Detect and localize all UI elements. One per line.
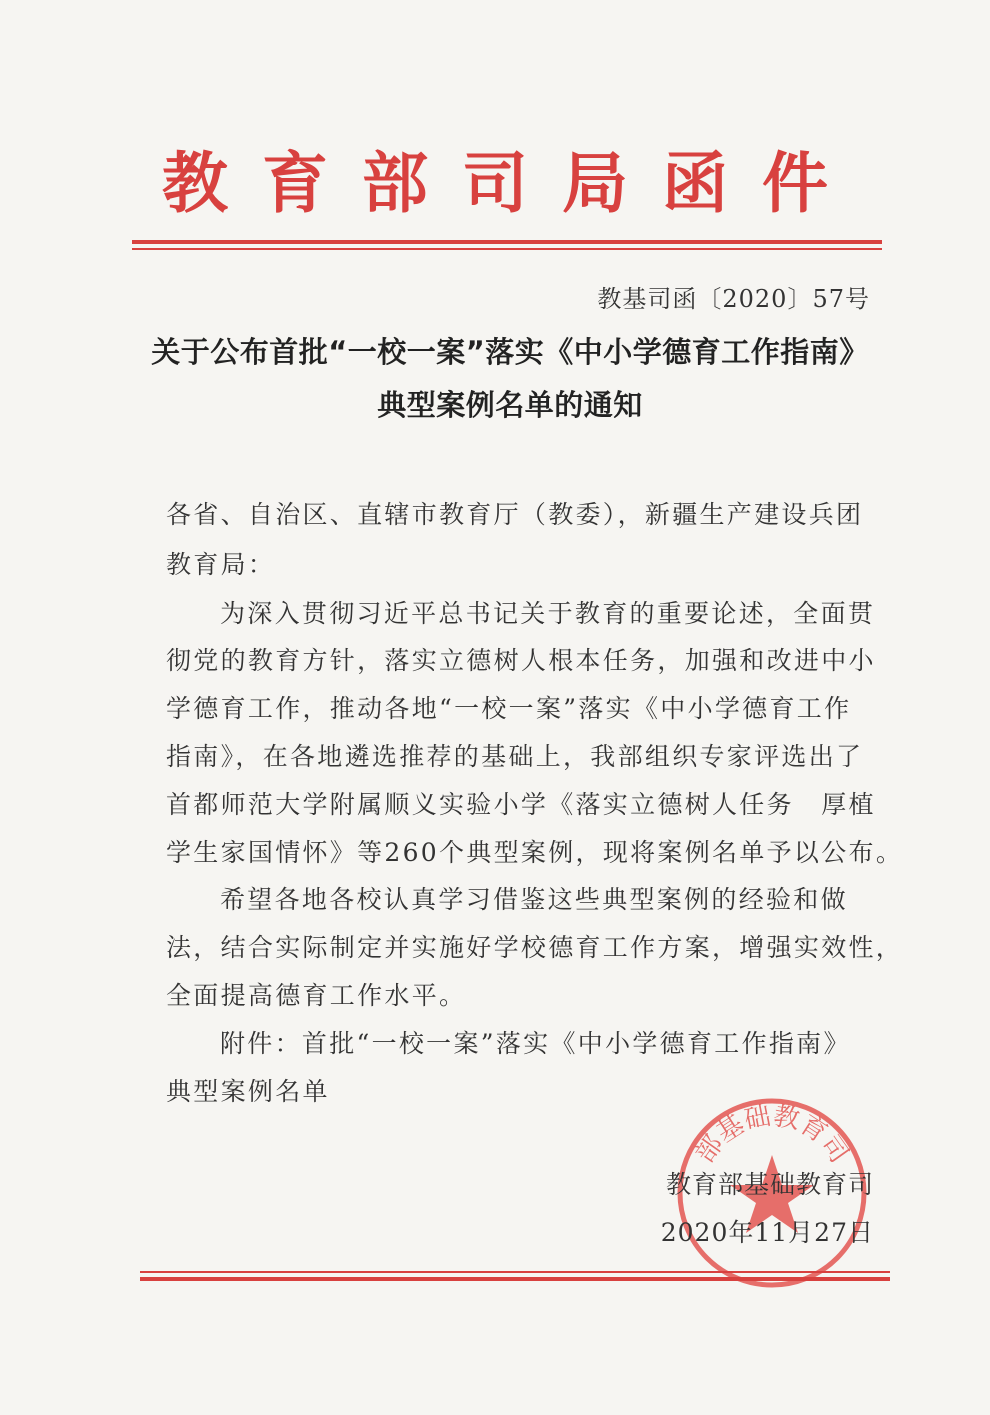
seal-text: 部基础教育司 bbox=[690, 1101, 854, 1169]
paragraph-1-line-2: 彻党的教育方针，落实立德树人根本任务，加强和改进中小 bbox=[166, 646, 876, 675]
paragraph-2-line-1: 希望各地各校认真学习借鉴这些典型案例的经验和做 bbox=[220, 885, 848, 914]
letterhead-title: 教育部司局函件 bbox=[162, 144, 862, 222]
paragraph-1-line-5: 首都师范大学附属顺义实验小学《落实立德树人任务 厚植 bbox=[166, 790, 876, 819]
footer-rule-thick bbox=[140, 1277, 890, 1281]
attachment-line-2: 典型案例名单 bbox=[166, 1077, 330, 1106]
paragraph-1-line-4: 指南》，在各地遴选推荐的基础上，我部组织专家评选出了 bbox=[166, 742, 864, 771]
paragraph-1-line-6: 学生家国情怀》等260个典型案例，现将案例名单予以公布。 bbox=[166, 838, 904, 867]
addressee-line-2: 教育局： bbox=[166, 550, 276, 579]
signature-organization: 教育部基础教育司 bbox=[665, 1170, 874, 1199]
document-title-line-1: 关于公布首批“一校一案”落实《中小学德育工作指南》 bbox=[151, 335, 869, 369]
letterhead-rule-thick bbox=[132, 240, 882, 244]
document-title-line-2: 典型案例名单的通知 bbox=[377, 388, 643, 422]
paragraph-1-line-1: 为深入贯彻习近平总书记关于教育的重要论述，全面贯 bbox=[220, 599, 876, 628]
document-number: 教基司函〔2020〕57号 bbox=[597, 285, 870, 313]
paragraph-1-line-3: 学德育工作，推动各地“一校一案”落实《中小学德育工作 bbox=[166, 694, 852, 723]
addressee-line-1: 各省、自治区、直辖市教育厅（教委），新疆生产建设兵团 bbox=[166, 500, 864, 529]
paragraph-2-line-2: 法，结合实际制定并实施好学校德育工作方案，增强实效性， bbox=[166, 933, 904, 962]
letterhead-rule-thin bbox=[132, 248, 882, 250]
attachment-line-1: 附件：首批“一校一案”落实《中小学德育工作指南》 bbox=[220, 1029, 851, 1058]
signature-date: 2020年11月27日 bbox=[660, 1218, 874, 1247]
paragraph-2-line-3: 全面提高德育工作水平。 bbox=[166, 981, 467, 1010]
footer-rule-thin bbox=[140, 1271, 890, 1273]
